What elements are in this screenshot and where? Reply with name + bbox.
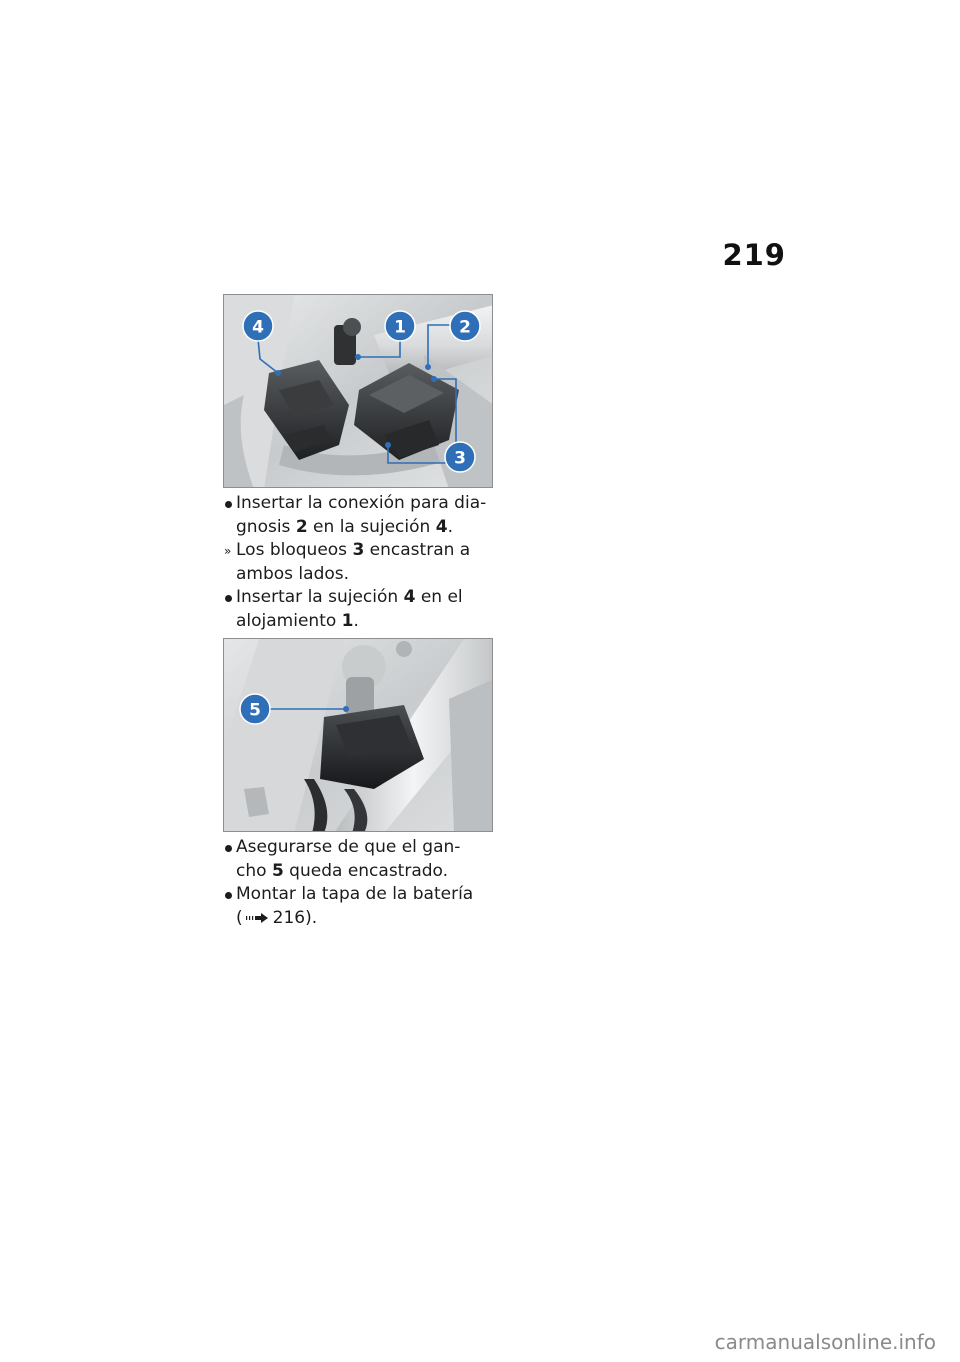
list-item bbox=[224, 586, 504, 633]
watermark: carmanualsonline.info bbox=[714, 1330, 936, 1354]
list-item-line: Asegurarse de que el gan- bbox=[236, 837, 461, 857]
list-item-line: ambos lados. bbox=[236, 563, 350, 584]
page-number: 219 bbox=[722, 238, 786, 272]
callout-1-icon bbox=[385, 311, 415, 341]
page-reference-arrow-icon bbox=[245, 912, 271, 924]
list-item-result bbox=[224, 539, 504, 586]
list-item bbox=[224, 836, 504, 883]
callout-2-label: 2 bbox=[459, 317, 471, 338]
callout-4-icon bbox=[243, 311, 273, 341]
result-arrow-icon: » bbox=[224, 544, 232, 558]
instructions-block-1 bbox=[224, 492, 504, 633]
page-reference-link[interactable]: 216 bbox=[272, 907, 306, 928]
list-item-line: Insertar la sujeción 4 en el bbox=[236, 587, 463, 607]
callout-1-label: 1 bbox=[394, 317, 406, 338]
callout-5-label: 5 bbox=[249, 700, 261, 721]
callout-2-icon bbox=[450, 311, 480, 341]
list-item-line: gnosis 2 en la sujeción 4. bbox=[236, 516, 453, 537]
list-item bbox=[224, 492, 504, 539]
callout-4-label: 4 bbox=[252, 317, 264, 338]
callout-3-label: 3 bbox=[454, 448, 466, 469]
hook-illustration bbox=[224, 639, 493, 832]
list-item-line: Insertar la conexión para dia- bbox=[236, 493, 487, 513]
list-item-line: ( 216). bbox=[236, 907, 318, 928]
list-item-line: Montar la tapa de la batería bbox=[236, 884, 474, 904]
instructions-block-2 bbox=[224, 836, 504, 930]
callout-5-icon bbox=[240, 694, 270, 724]
list-item bbox=[224, 883, 504, 930]
list-item-line: cho 5 queda encastrado. bbox=[236, 860, 449, 881]
figure-diagnosis-connector bbox=[223, 294, 493, 488]
figure-hook bbox=[223, 638, 493, 832]
diagnosis-connector-illustration bbox=[224, 295, 493, 488]
callout-3-icon bbox=[445, 442, 475, 472]
list-item-line: alojamiento 1. bbox=[236, 610, 359, 631]
list-item-line: Los bloqueos 3 encastran a bbox=[236, 540, 471, 560]
